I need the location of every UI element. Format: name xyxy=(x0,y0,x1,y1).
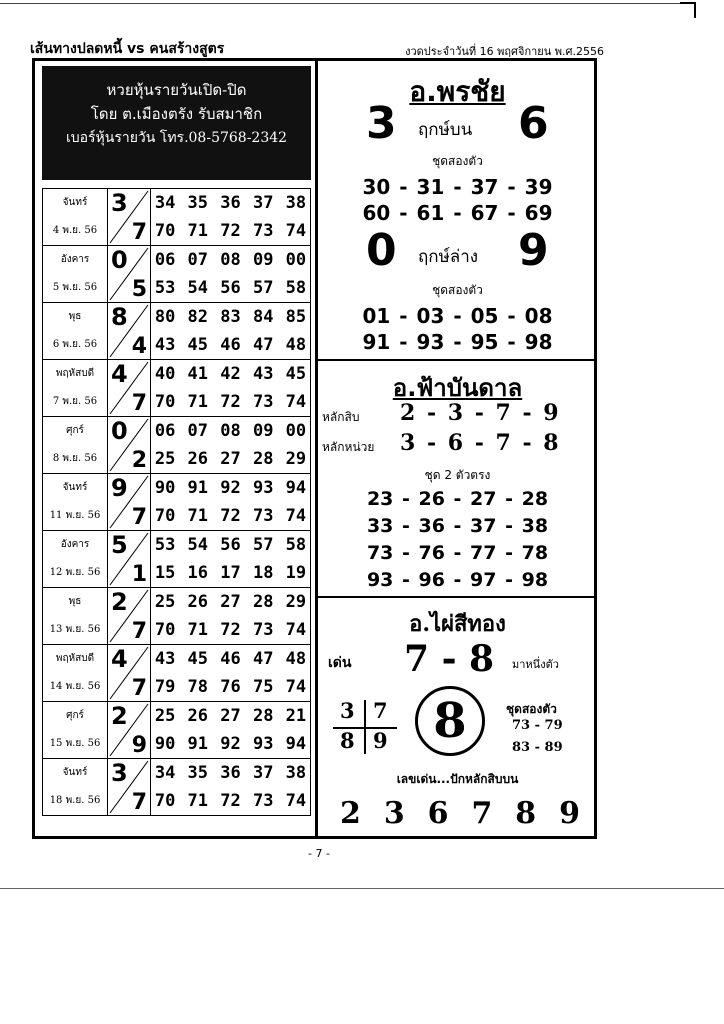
numbers-row-1: 34 35 36 37 38 xyxy=(154,763,307,783)
section3-tens-note: เลขเด่น...ปักหลักสิบบน xyxy=(396,772,519,786)
pair-top-digit: 3 xyxy=(111,759,128,787)
numbers-row-1: 34 35 36 37 38 xyxy=(154,193,307,213)
numbers-cell xyxy=(151,189,311,246)
day-date: 6 พ.ย. 56 xyxy=(52,339,98,350)
numbers-row-2: 70 71 72 73 74 xyxy=(154,221,307,241)
pair-cell xyxy=(108,702,151,759)
table-row xyxy=(43,588,311,645)
section2-combo-2: 33 - 36 - 37 - 38 xyxy=(366,515,549,537)
pair-bottom-digit: 7 xyxy=(131,790,147,815)
section1-top-right-digit: 6 xyxy=(518,98,549,149)
day-date: 11 พ.ย. 56 xyxy=(49,510,101,521)
numbers-row-2: 70 71 72 73 74 xyxy=(154,506,307,526)
day-name: จันทร์ xyxy=(62,767,88,778)
section3-digit: 7 xyxy=(471,796,493,831)
day-cell xyxy=(43,645,108,702)
pair-bottom-digit: 7 xyxy=(131,505,147,530)
day-cell xyxy=(43,417,108,474)
pair-top-digit: 5 xyxy=(111,531,128,559)
section1-pair-label-2: ชุดสองตัว xyxy=(432,283,483,297)
pair-top-digit: 2 xyxy=(111,702,128,730)
pair-cell xyxy=(108,360,151,417)
section1-top-row xyxy=(318,98,597,158)
pair-top-digit: 4 xyxy=(111,360,128,388)
banner-line-1: หวยหุ้นรายวันเปิด-ปิด xyxy=(106,81,247,99)
day-cell xyxy=(43,246,108,303)
section3-title: อ.ไผ่สีทอง xyxy=(409,611,506,637)
section1-bottom-label: ฤกษ์ล่าง xyxy=(418,247,479,267)
numbers-row-1: 40 41 42 43 45 xyxy=(154,364,307,384)
top-rule xyxy=(0,3,680,4)
day-name: พุธ xyxy=(68,596,82,607)
section3-digit-grid xyxy=(333,698,397,756)
section2-units-values: 3 - 6 - 7 - 8 xyxy=(400,430,559,456)
day-name: พุธ xyxy=(68,311,82,322)
section1-top-left-digit: 3 xyxy=(366,98,397,149)
section-divider-2 xyxy=(318,596,597,598)
banner-line-3: เบอร์หุ้นรายวัน โทร.08-5768-2342 xyxy=(65,130,288,146)
pair-top-digit: 9 xyxy=(111,474,128,502)
numbers-row-2: 70 71 72 73 74 xyxy=(154,791,307,811)
pair-top-digit: 3 xyxy=(111,189,128,217)
pair-bottom-digit: 7 xyxy=(131,676,147,701)
page-header-title: เส้นทางปลดหนี้ vs คนสร้างสูตร xyxy=(30,41,225,57)
section1-bottom-row xyxy=(318,225,597,285)
pair-bottom-digit: 1 xyxy=(131,562,147,587)
section3-pair-label: ชุดสองตัว xyxy=(506,702,557,716)
day-cell xyxy=(43,588,108,645)
pair-cell xyxy=(108,759,151,816)
day-date: 13 พ.ย. 56 xyxy=(49,624,101,635)
numbers-cell xyxy=(151,246,311,303)
table-row xyxy=(43,303,311,360)
numbers-cell xyxy=(151,474,311,531)
numbers-cell xyxy=(151,531,311,588)
pair-top-digit: 0 xyxy=(111,417,128,445)
pair-cell xyxy=(108,303,151,360)
section3-digit: 9 xyxy=(559,796,580,831)
pair-cell xyxy=(108,417,151,474)
day-cell xyxy=(43,702,108,759)
section1-bottom-combo-1: 01 - 03 - 05 - 08 xyxy=(362,304,553,328)
numbers-cell xyxy=(151,588,311,645)
section3-digit-row xyxy=(340,796,580,831)
numbers-cell xyxy=(151,702,311,759)
numbers-row-2: 25 26 27 28 29 xyxy=(154,449,307,469)
grid-bottom-left: 8 xyxy=(340,728,355,753)
section2-set-label: ชุด 2 ตัวตรง xyxy=(424,468,491,482)
numbers-cell xyxy=(151,759,311,816)
table-row xyxy=(43,645,311,702)
pair-bottom-digit: 7 xyxy=(131,220,147,245)
section2-units-label: หลักหน่วย xyxy=(322,440,375,454)
day-name: อังคาร xyxy=(60,254,90,265)
grid-bottom-right: 9 xyxy=(373,728,388,753)
numbers-row-1: 06 07 08 09 00 xyxy=(154,421,307,441)
numbers-row-2: 70 71 72 73 74 xyxy=(154,620,307,640)
numbers-cell xyxy=(151,303,311,360)
pair-top-digit: 0 xyxy=(111,246,128,274)
day-cell xyxy=(43,474,108,531)
section3-digit: 2 xyxy=(340,796,361,831)
pair-cell xyxy=(108,531,151,588)
numbers-row-1: 90 91 92 93 94 xyxy=(154,478,307,498)
section1-top-combo-1: 30 - 31 - 37 - 39 xyxy=(362,175,553,199)
numbers-row-2: 90 91 92 93 94 xyxy=(154,734,307,754)
numbers-cell xyxy=(151,360,311,417)
pair-cell xyxy=(108,474,151,531)
table-row xyxy=(43,531,311,588)
section2-combo-1: 23 - 26 - 27 - 28 xyxy=(366,488,549,510)
table-row xyxy=(43,360,311,417)
pair-bottom-digit: 2 xyxy=(131,448,147,473)
numbers-cell xyxy=(151,645,311,702)
section3-lead-label: เด่น xyxy=(328,655,352,671)
section3-circle-digit: 8 xyxy=(433,693,467,749)
section1-title: อ.พรชัย xyxy=(409,75,506,108)
section1-bottom-right-digit: 9 xyxy=(518,225,549,276)
table-row xyxy=(43,702,311,759)
day-date: 12 พ.ย. 56 xyxy=(49,567,101,578)
pair-cell xyxy=(108,588,151,645)
page-header-date: งวดประจำวันที่ 16 พฤศจิกายน พ.ศ.2556 xyxy=(405,45,604,58)
table-row xyxy=(43,474,311,531)
section3-digit: 3 xyxy=(383,796,405,831)
section-divider-1 xyxy=(318,359,597,361)
section3-circle xyxy=(415,686,485,756)
day-date: 18 พ.ย. 56 xyxy=(49,795,101,806)
pair-bottom-digit: 9 xyxy=(131,733,147,758)
day-name: ศุกร์ xyxy=(66,425,84,436)
day-date: 15 พ.ย. 56 xyxy=(49,738,101,749)
day-date: 14 พ.ย. 56 xyxy=(49,681,101,692)
numbers-row-2: 53 54 56 57 58 xyxy=(154,278,307,298)
banner xyxy=(42,66,311,180)
day-cell xyxy=(43,303,108,360)
section3-digit: 8 xyxy=(515,796,537,831)
banner-line-2: โดย ต.เมืองตรัง รับสมาชิก xyxy=(90,105,263,123)
pair-bottom-digit: 7 xyxy=(131,619,147,644)
pair-cell xyxy=(108,246,151,303)
section1-bottom-combo-2: 91 - 93 - 95 - 98 xyxy=(362,330,553,354)
section3-pair-2: 83 - 89 xyxy=(512,740,563,755)
page-number: - 7 - xyxy=(308,847,330,860)
numbers-row-1: 53 54 56 57 58 xyxy=(154,535,307,555)
day-date: 8 พ.ย. 56 xyxy=(52,453,98,464)
day-cell xyxy=(43,531,108,588)
section1-top-combo-2: 60 - 61 - 67 - 69 xyxy=(362,201,553,225)
day-name: พฤหัสบดี xyxy=(55,653,95,664)
section2-tens-values: 2 - 3 - 7 - 9 xyxy=(400,400,559,426)
pair-cell xyxy=(108,189,151,246)
pair-top-digit: 8 xyxy=(111,303,128,331)
section1-bottom-left-digit: 0 xyxy=(366,225,397,276)
section2-combo-3: 73 - 76 - 77 - 78 xyxy=(366,542,549,564)
numbers-row-1: 06 07 08 09 00 xyxy=(154,250,307,270)
pair-bottom-digit: 5 xyxy=(131,277,147,302)
pair-bottom-digit: 4 xyxy=(131,334,147,359)
table-row xyxy=(43,246,311,303)
numbers-row-2: 79 78 76 75 74 xyxy=(154,677,307,697)
section3-lead-value: 7 - 8 xyxy=(404,638,495,680)
numbers-row-2: 43 45 46 47 48 xyxy=(154,335,307,355)
day-cell xyxy=(43,360,108,417)
numbers-cell xyxy=(151,417,311,474)
pair-top-digit: 4 xyxy=(111,645,128,673)
day-name: อังคาร xyxy=(60,539,90,550)
section2-combo-4: 93 - 96 - 97 - 98 xyxy=(366,569,549,591)
numbers-row-1: 80 82 83 84 85 xyxy=(154,307,307,327)
numbers-row-1: 25 26 27 28 29 xyxy=(154,592,307,612)
daily-results-table xyxy=(42,188,311,816)
table-row xyxy=(43,759,311,816)
day-name: พฤหัสบดี xyxy=(55,368,95,379)
numbers-row-2: 70 71 72 73 74 xyxy=(154,392,307,412)
table-row xyxy=(43,189,311,246)
table-row xyxy=(43,417,311,474)
pair-top-digit: 2 xyxy=(111,588,128,616)
numbers-row-1: 43 45 46 47 48 xyxy=(154,649,307,669)
section1-top-label: ฤกษ์บน xyxy=(418,120,473,140)
section3-digit: 6 xyxy=(427,796,449,831)
day-name: จันทร์ xyxy=(62,482,88,493)
day-name: จันทร์ xyxy=(62,197,88,208)
grid-top-left: 3 xyxy=(340,698,355,723)
bottom-rule xyxy=(0,888,724,889)
grid-top-right: 7 xyxy=(373,698,388,723)
section1-pair-label-1: ชุดสองตัว xyxy=(432,154,483,168)
numbers-row-1: 25 26 27 28 21 xyxy=(154,706,307,726)
section3-pair-1: 73 - 79 xyxy=(512,718,563,733)
section2-title: อ.ฟ้าบันดาล xyxy=(392,374,523,402)
day-cell xyxy=(43,759,108,816)
day-date: 5 พ.ย. 56 xyxy=(52,282,98,293)
day-date: 7 พ.ย. 56 xyxy=(52,396,98,407)
section3-lead-note: มาหนึ่งตัว xyxy=(512,658,559,671)
section2-tens-label: หลักสิบ xyxy=(322,410,360,424)
day-cell xyxy=(43,189,108,246)
corner-mark xyxy=(680,2,696,18)
pair-bottom-digit: 7 xyxy=(131,391,147,416)
day-date: 4 พ.ย. 56 xyxy=(52,225,98,236)
pair-cell xyxy=(108,645,151,702)
numbers-row-2: 15 16 17 18 19 xyxy=(154,563,307,583)
day-name: ศุกร์ xyxy=(66,710,84,721)
